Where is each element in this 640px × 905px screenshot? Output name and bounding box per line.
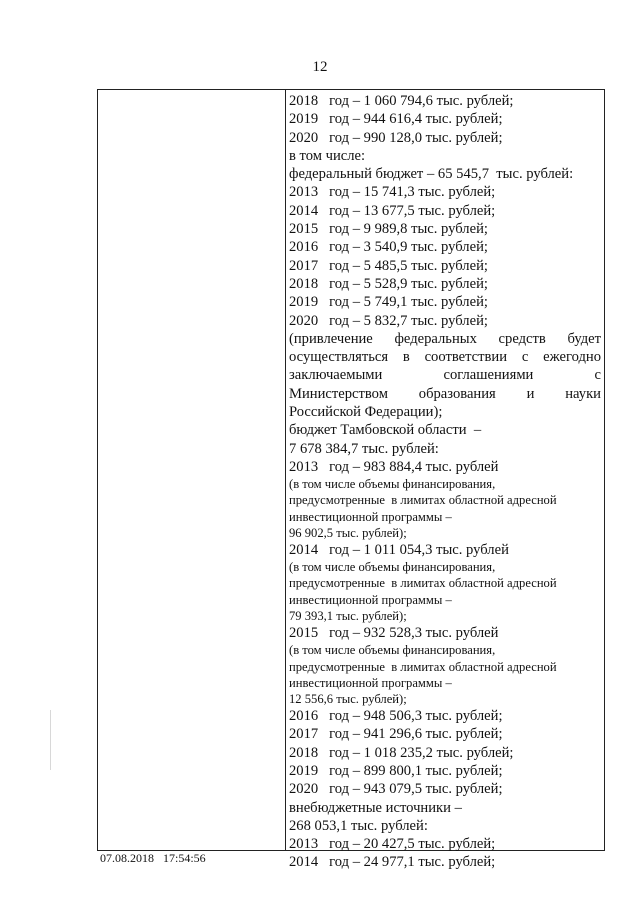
text-line: (в том числе объемы финансирования, [289, 643, 496, 658]
text-line: внебюджетные источники – [289, 799, 462, 816]
text-line: 2014 год – 1 011 054,3 тыс. рублей [289, 541, 509, 558]
text-line: 7 678 384,7 тыс. рублей: [289, 440, 439, 457]
text-line: 2013 год – 983 884,4 тыс. рублей [289, 458, 499, 475]
text-line: инвестиционной программы – [289, 592, 452, 607]
text-line: федеральный бюджет – 65 545,7 тыс. рублей: [289, 166, 574, 183]
text-line: 2013 год – 20 427,5 тыс. рублей; [289, 836, 496, 853]
text-line: предусмотренные в лимитах областной адресной [289, 493, 557, 508]
text-line: 2016 год – 948 506,3 тыс. рублей; [289, 708, 503, 725]
page-number: 12 [312, 59, 328, 75]
text-line: осуществляться в соответствии с ежегодно [289, 349, 601, 366]
text-line: 2015 год – 9 989,8 тыс. рублей; [289, 221, 488, 238]
text-line: 268 053,1 тыс. рублей: [289, 817, 428, 834]
text-line: бюджет Тамбовской области – [289, 422, 482, 439]
text-line: (в том числе объемы финансирования, [289, 560, 496, 575]
text-line: 2018 год – 1 018 235,2 тыс. рублей; [289, 744, 514, 761]
text-line: 2016 год – 3 540,9 тыс. рублей; [289, 239, 488, 256]
text-line: 2019 год – 5 749,1 тыс. рублей; [289, 294, 488, 311]
margin-scan-mark [50, 710, 51, 770]
text-line: (привлечение федеральных средств будет [289, 330, 601, 347]
text-line: предусмотренные в лимитах областной адресной [289, 576, 557, 591]
text-line: 2019 год – 944 616,4 тыс. рублей; [289, 111, 503, 128]
footer-date: 07.08.2018 [100, 851, 154, 865]
footer-time: 17:54:56 [163, 851, 206, 865]
text-line: Российской Федерации); [289, 404, 443, 421]
funding-text-column [289, 92, 601, 872]
text-line: 2019 год – 899 800,1 тыс. рублей; [289, 762, 503, 779]
text-line: (в том числе объемы финансирования, [289, 477, 496, 492]
text-line: 2017 год – 941 296,6 тыс. рублей; [289, 726, 503, 743]
text-line: инвестиционной программы – [289, 675, 452, 690]
text-line: Министерством образования и науки [289, 385, 601, 402]
text-line: 2014 год – 13 677,5 тыс. рублей; [289, 202, 496, 219]
text-line: 79 393,1 тыс. рублей); [289, 608, 407, 623]
column-divider [285, 90, 286, 850]
text-line: 2018 год – 1 060 794,6 тыс. рублей; [289, 93, 514, 109]
text-line: предусмотренные в лимитах областной адресной [289, 659, 557, 674]
text-line: 96 902,5 тыс. рублей); [289, 525, 407, 540]
text-line: 2013 год – 15 741,3 тыс. рублей; [289, 184, 496, 201]
text-line: 2020 год – 990 128,0 тыс. рублей; [289, 129, 503, 146]
footer-timestamp [100, 851, 206, 866]
text-line: 2015 год – 932 528,3 тыс. рублей [289, 625, 499, 642]
text-line: 2014 год – 24 977,1 тыс. рублей; [289, 854, 496, 871]
text-line: в том числе: [289, 147, 366, 164]
text-line: 2017 год – 5 485,5 тыс. рублей; [289, 257, 488, 274]
text-line: заключаемыми соглашениями с [289, 367, 601, 384]
text-line: 2020 год – 943 079,5 тыс. рублей; [289, 781, 503, 798]
text-line: 2020 год – 5 832,7 тыс. рублей; [289, 312, 488, 329]
text-line: инвестиционной программы – [289, 509, 452, 524]
text-line: 12 556,6 тыс. рублей); [289, 691, 407, 706]
text-line: 2018 год – 5 528,9 тыс. рублей; [289, 275, 488, 292]
